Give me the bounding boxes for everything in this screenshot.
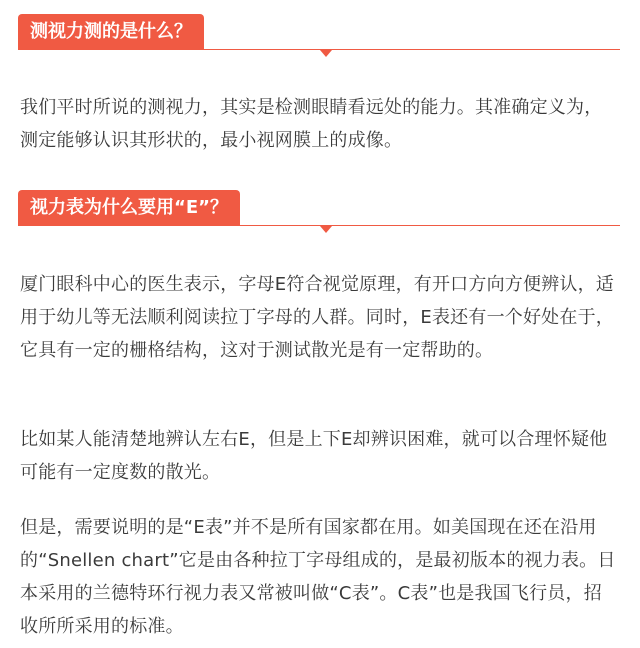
paragraph-definition: 我们平时所说的测视力，其实是检测眼睛看远处的能力。其准确定义为，测定能够认识其形状的，最小视网膜上的成像。 (20, 97, 603, 151)
paragraph-other-charts: 但是，需要说明的是“E表”并不是所有国家都在用。如美国现在还在沿用的“Snellen chart”它是由各种拉丁字母组成的，是最初版本的视力表。日本采用的兰德特环行视力表又常被叫做“C表”。C表”也是我国飞行员，招收所所采用的标准。 (20, 517, 616, 637)
section-heading-1: 测视力测的是什么？ (18, 14, 204, 50)
section-header-1 (18, 14, 620, 54)
section-heading-2: 视力表为什么要用“E”？ (18, 190, 240, 226)
section-notch-2 (320, 226, 332, 233)
paragraph-astigmatism-example: 比如某人能清楚地辨认左右E，但是上下E却辨识困难，就可以合理怀疑他可能有一定度数的散光。 (20, 429, 608, 483)
section-divider-1 (18, 49, 620, 50)
section-divider-2 (18, 225, 620, 226)
section-header-2 (18, 190, 620, 230)
paragraph-e-chart-reason: 厦门眼科中心的医生表示，字母E符合视觉原理，有开口方向方便辨认，适用于幼儿等无法顺利阅读拉丁字母的人群。同时，E表还有一个好处在于，它具有一定的栅格结构，这对于测试散光是有一定帮助的。 (20, 274, 614, 361)
section-notch-1 (320, 50, 332, 57)
